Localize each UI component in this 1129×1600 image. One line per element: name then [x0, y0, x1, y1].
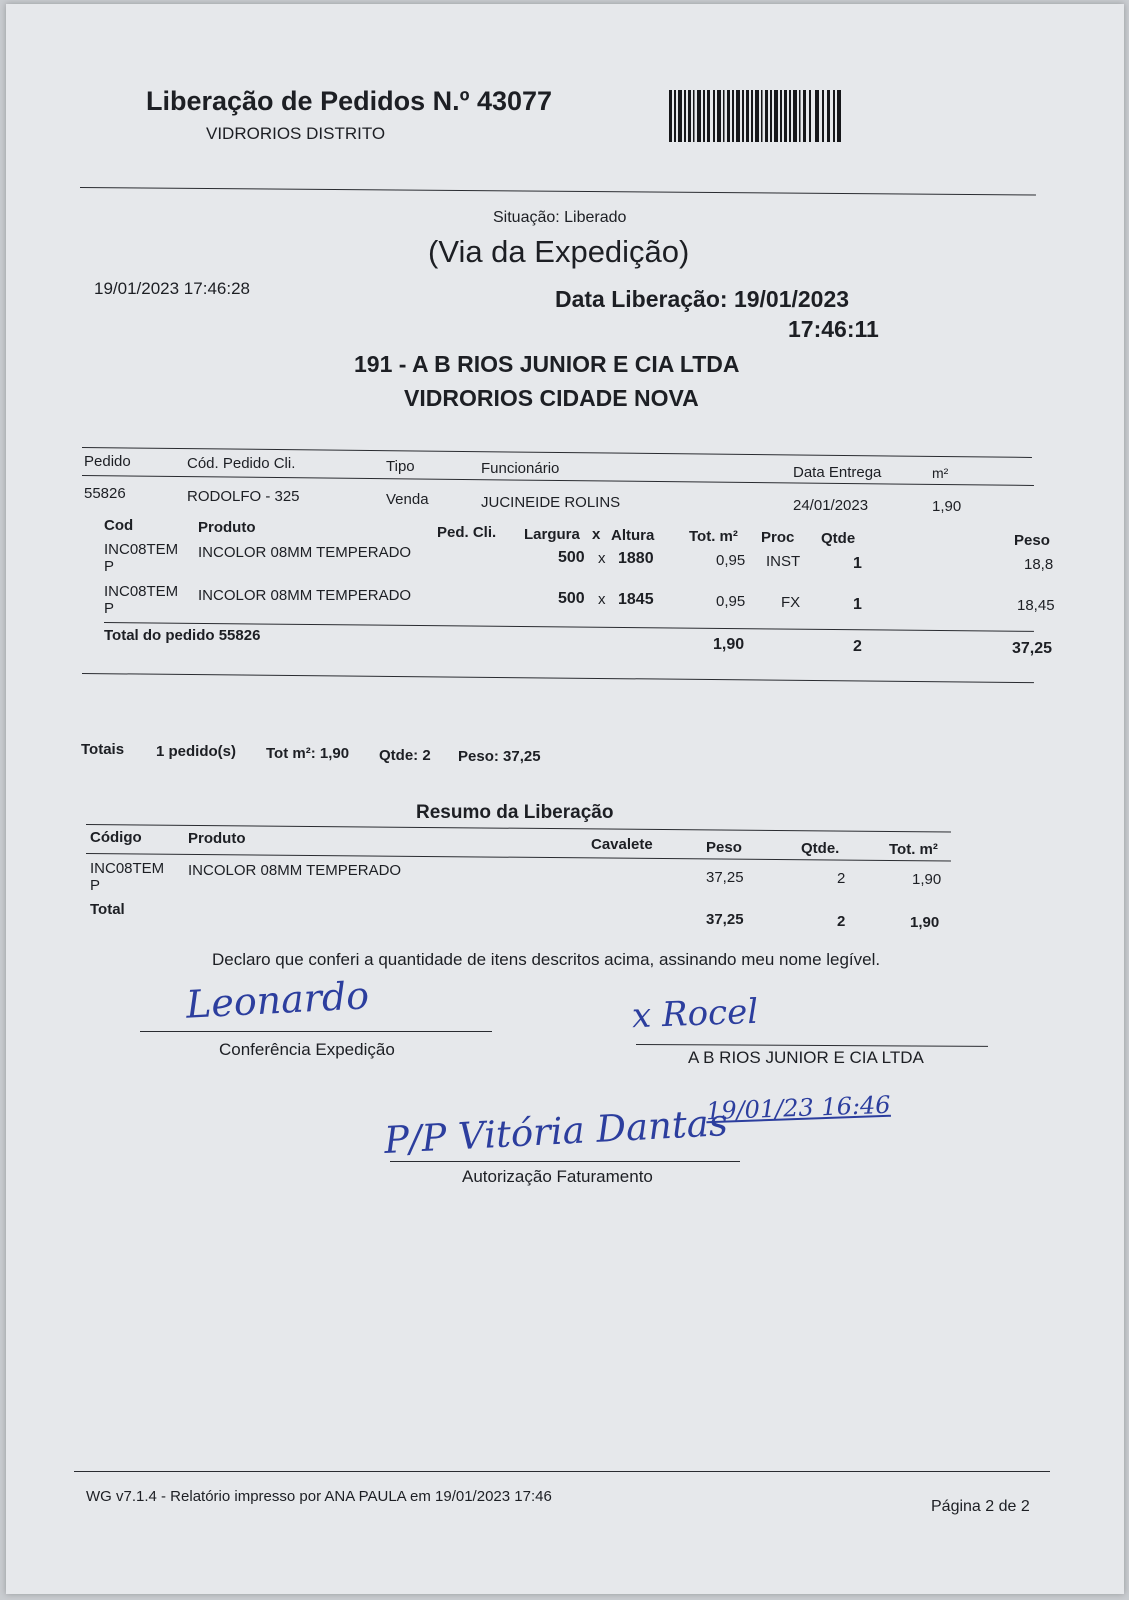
client-label: A B RIOS JUNIOR E CIA LTDA	[688, 1048, 924, 1067]
autorizacao-signature-line	[390, 1161, 740, 1162]
col-funcionario: Funcionário	[481, 460, 560, 477]
item-col-tot-m2: Tot. m²	[689, 528, 738, 545]
resumo-col-produto: Produto	[188, 830, 246, 847]
col-cod-cli: Cód. Pedido Cli.	[187, 455, 296, 472]
resumo-qtde: 2	[837, 870, 846, 887]
resumo-tot-m2: 1,90	[912, 871, 942, 888]
order-total-qtde: 2	[853, 638, 862, 655]
client-signature: x Rocel	[631, 991, 759, 1037]
col-data-entrega: Data Entrega	[793, 464, 882, 481]
item-col-cod: Cod	[104, 517, 134, 534]
order-total-peso: 37,25	[1012, 640, 1053, 657]
situacao-text: Situação: Liberado	[493, 209, 627, 226]
col-m2: m²	[932, 465, 949, 481]
resumo-codigo: INC08TEM	[90, 860, 165, 877]
item-col-altura: Altura	[611, 527, 655, 544]
declaration-text: Declaro que conferi a quantidade de itens descritos acima, assinando meu nome legível.	[212, 950, 881, 969]
document-title: Liberação de Pedidos N.º 43077	[146, 86, 553, 116]
item-col-qtde: Qtde	[821, 530, 856, 547]
item-cod-suffix: P	[104, 600, 115, 617]
item-col-largura: Largura	[524, 526, 580, 543]
resumo-codigo-suffix: P	[90, 877, 101, 894]
order-total-m2: 1,90	[713, 636, 745, 653]
resumo-col-qtde: Qtde.	[801, 840, 840, 857]
company-name: VIDRORIOS DISTRITO	[206, 124, 386, 143]
client-name: 191 - A B RIOS JUNIOR E CIA LTDA	[354, 351, 740, 377]
item-col-proc: Proc	[761, 529, 795, 546]
resumo-produto: INCOLOR 08MM TEMPERADO	[188, 862, 402, 879]
item-col-x: x	[592, 526, 601, 543]
totais-qtde: Qtde: 2	[379, 747, 431, 764]
resumo-peso: 37,25	[706, 869, 744, 886]
autorizacao-signature: P/P Vitória Dantas	[383, 1101, 729, 1162]
item-cod: INC08TEM	[104, 583, 179, 600]
resumo-total-qtde: 2	[837, 913, 846, 930]
autorizacao-label: Autorização Faturamento	[462, 1167, 653, 1186]
conferencia-label: Conferência Expedição	[219, 1040, 395, 1059]
order-m2-value: 1,90	[932, 498, 962, 515]
item-largura: 500	[558, 590, 585, 607]
document-page	[6, 4, 1124, 1594]
order-pedido-value: 55826	[84, 485, 126, 502]
item-peso: 18,45	[1017, 597, 1055, 614]
totais-m2: Tot m²: 1,90	[266, 745, 350, 762]
footer-printed-by: WG v7.1.4 - Relatório impresso por ANA PAULA em 19/01/2023 17:46	[86, 1488, 552, 1505]
resumo-title: Resumo da Liberação	[416, 802, 614, 823]
client-signature-line	[636, 1044, 988, 1047]
item-tot-m2: 0,95	[716, 552, 746, 569]
totais-label: Totais	[81, 741, 125, 758]
footer-rule	[74, 1471, 1050, 1472]
item-altura: 1880	[618, 550, 654, 567]
order-cod-cli-value: RODOLFO - 325	[187, 488, 300, 505]
table-row	[104, 583, 178, 617]
conferencia-signature: Leonardo	[184, 973, 371, 1027]
totais-peso: Peso: 37,25	[458, 748, 541, 765]
conferencia-signature-line	[140, 1031, 492, 1032]
item-produto: INCOLOR 08MM TEMPERADO	[198, 544, 412, 561]
order-data-entrega-value: 24/01/2023	[793, 497, 869, 514]
resumo-col-peso: Peso	[706, 839, 742, 856]
printed-datetime: 19/01/2023 17:46:28	[94, 279, 250, 298]
resumo-total-peso: 37,25	[706, 911, 744, 928]
resumo-col-cavalete: Cavalete	[591, 836, 653, 853]
item-qtde: 1	[853, 596, 862, 613]
resumo-total-label: Total	[90, 901, 125, 918]
item-cod-suffix: P	[104, 558, 115, 575]
item-proc: FX	[781, 594, 801, 611]
order-funcionario-value: JUCINEIDE ROLINS	[481, 494, 621, 511]
item-col-peso: Peso	[1014, 532, 1050, 549]
client-branch: VIDRORIOS CIDADE NOVA	[404, 385, 699, 411]
via-title: (Via da Expedição)	[428, 234, 690, 269]
table-row	[104, 541, 178, 575]
order-bottom-rule	[82, 673, 1034, 683]
item-cod: INC08TEM	[104, 541, 179, 558]
header-divider	[80, 187, 1036, 196]
col-tipo: Tipo	[386, 458, 415, 475]
data-liberacao: Data Liberação: 19/01/2023	[555, 286, 850, 312]
item-proc: INST	[766, 553, 801, 570]
resumo-col-codigo: Código	[90, 829, 142, 846]
order-total-label: Total do pedido 55826	[104, 627, 261, 644]
resumo-total-m2: 1,90	[910, 914, 940, 931]
totais-pedidos: 1 pedido(s)	[156, 743, 237, 760]
barcode-icon	[669, 90, 841, 142]
order-tipo-value: Venda	[386, 491, 429, 508]
data-liberacao-time: 17:46:11	[788, 316, 879, 342]
item-col-ped-cli: Ped. Cli.	[437, 524, 497, 541]
item-qtde: 1	[853, 555, 862, 572]
item-altura: 1845	[618, 591, 654, 608]
item-tot-m2: 0,95	[716, 593, 746, 610]
col-pedido: Pedido	[84, 453, 131, 470]
resumo-col-tot-m2: Tot. m²	[889, 841, 938, 858]
item-peso: 18,8	[1024, 556, 1054, 573]
footer-page-number: Página 2 de 2	[931, 1498, 1030, 1515]
item-x: x	[598, 591, 606, 608]
item-x: x	[598, 550, 606, 567]
autorizacao-datetime: 19/01/23 16:46	[705, 1090, 892, 1126]
item-produto: INCOLOR 08MM TEMPERADO	[198, 587, 412, 604]
table-row	[90, 860, 164, 894]
item-largura: 500	[558, 549, 585, 566]
item-col-produto: Produto	[198, 519, 256, 536]
